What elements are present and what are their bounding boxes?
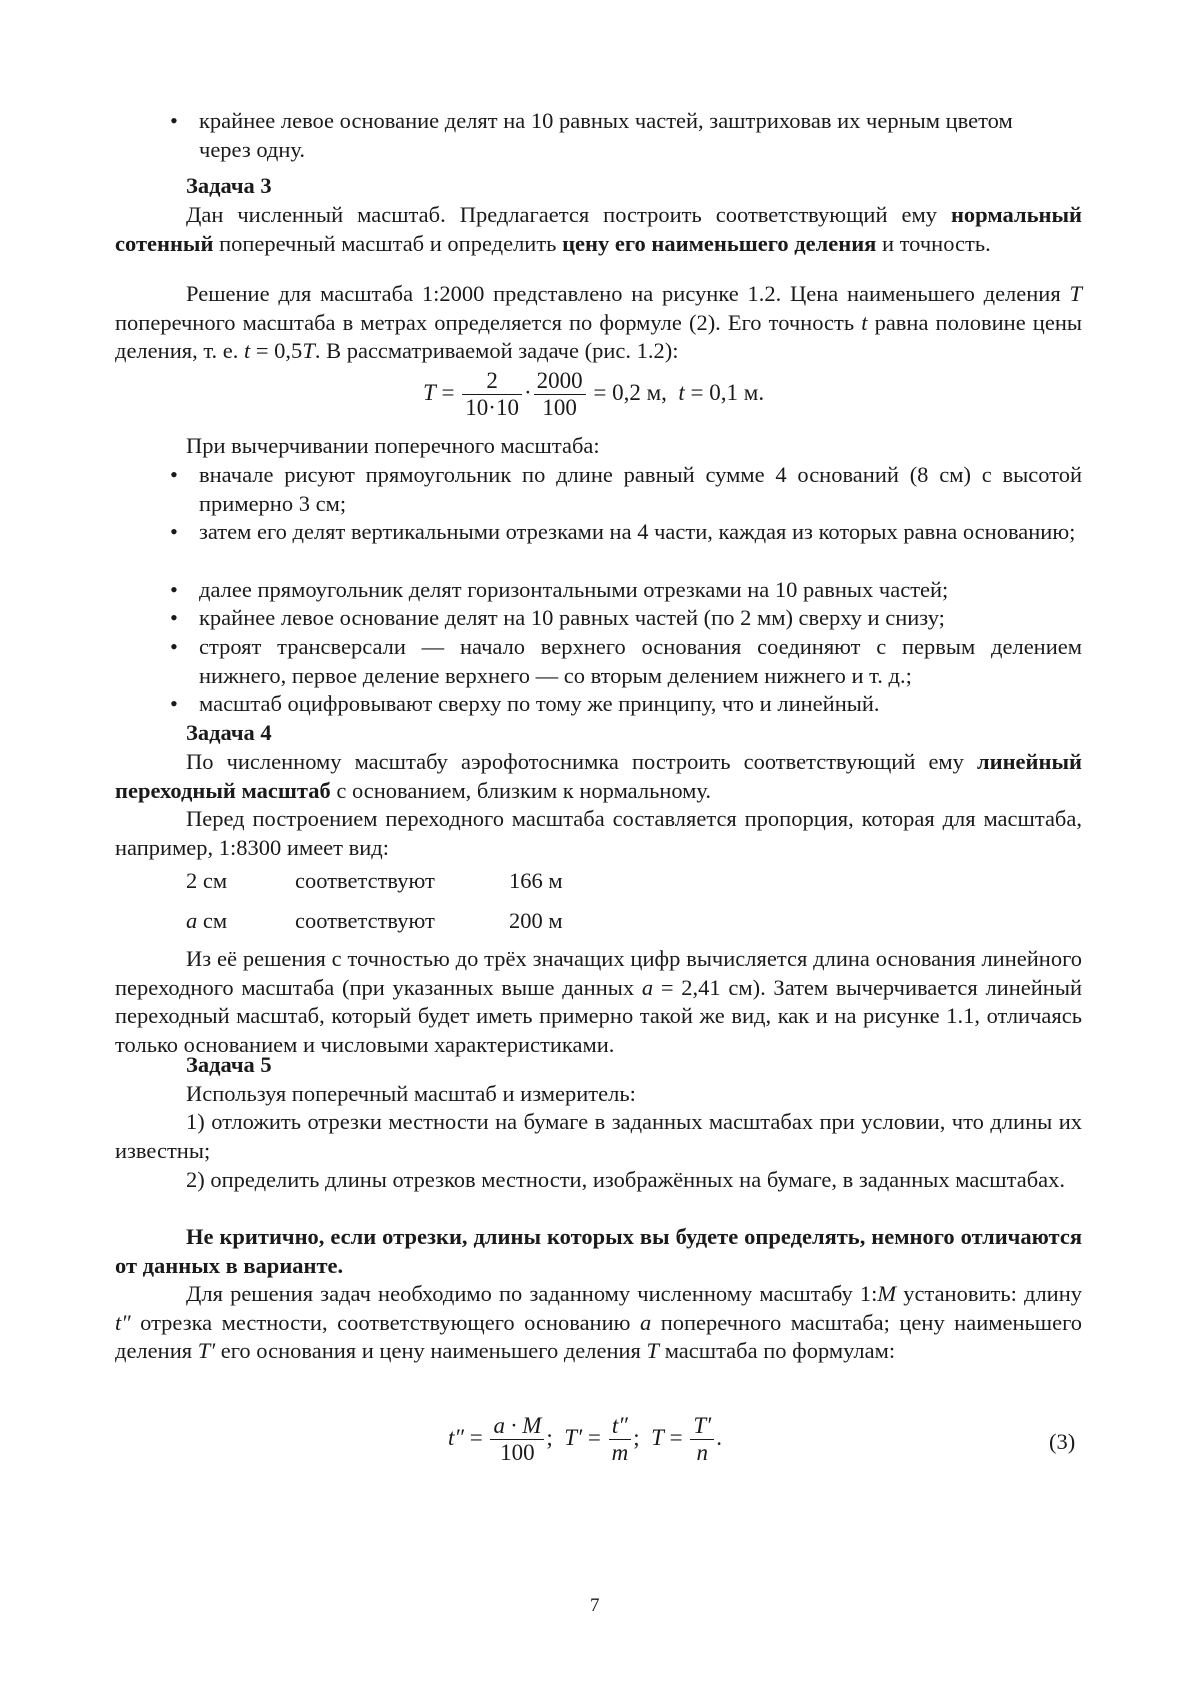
- task4-intro: По численному масштабу аэрофотоснимка построить соответствующий ему линейный переходный масштаб с основанием, близким к нормальному.: [115, 749, 1082, 803]
- task3-formula: T = $\frac{2}{10\cdot 10}$ · $\frac{2000}{100}$ = 0,2 м, t = 0,1 м.: [423, 368, 765, 420]
- proportion-row1-value: 2 см: [186, 868, 228, 893]
- task4-heading: Задача 4: [186, 720, 272, 745]
- step-4: крайнее левое основание делят на 10 равных частей (по 2 мм) сверху и снизу;: [199, 605, 945, 630]
- task5-note: Не критично, если отрезки, длины которых вы будете определять, немного отличаются от данных в варианте.: [115, 1224, 1082, 1278]
- proportion-row2-value: a см: [186, 908, 228, 933]
- fraction-2: $\frac{t''}{m}$: [609, 1413, 632, 1466]
- task3-solution: Решение для масштаба 1:2000 представлено на рисунке 1.2. Цена наименьшего деления T поперечного масштаба в метрах определяется по формуле (2). Его точность t равна половине цены деления, т. е. t = 0,5T. В рассматриваемой задаче (рис. 1.2):: [115, 281, 1082, 364]
- task4-result: Из её решения с точностью до трёх значащих цифр вычисляется длина основания линейного переходного масштаба (при указанных выше данных a = 2,41 см). Затем вычерчивается линейный переходный масштаб, который будет иметь примерно такой же вид, как и на рисунке 1.1, отличаясь только основанием и числовыми характеристиками.: [115, 946, 1082, 1057]
- bullet-marker: •: [170, 519, 178, 544]
- proportion-row1-relation: соответствуют: [295, 868, 435, 893]
- fraction-1: $\frac{2}{10\cdot 10}$: [462, 368, 522, 421]
- fraction-2: $\frac{2000}{100}$: [534, 368, 586, 421]
- bullet-marker: •: [170, 577, 178, 602]
- fraction-1: $\frac{a \cdot M}{100}$: [490, 1413, 544, 1466]
- task5-item-2: 2) определить длины отрезков местности, изображённых на бумаге, в заданных масштабах.: [186, 1167, 1066, 1192]
- task5-intro: Используя поперечный масштаб и измеритель:: [186, 1081, 636, 1106]
- bullet-marker: •: [170, 634, 178, 659]
- proportion-row1-result: 166 м: [509, 868, 563, 893]
- task4-proportion-intro: Перед построением переходного масштаба составляется пропорция, которая для масштаба, например, 1:8300 имеет вид:: [115, 806, 1082, 860]
- step-2: затем его делят вертикальными отрезками на 4 части, каждая из которых равна основанию;: [199, 519, 1076, 544]
- step-6: масштаб оцифровывают сверху по тому же принципу, что и линейный.: [199, 691, 880, 716]
- proportion-row2-relation: соответствуют: [295, 908, 435, 933]
- bullet-marker: •: [170, 108, 178, 133]
- task3-intro: Дан численный масштаб. Предлагается построить соответствующий ему нормальный сотенный поперечный масштаб и определить цену его наименьшего деления и точность.: [115, 202, 1082, 256]
- task5-paragraph: Для решения задач необходимо по заданному численному масштабу 1:M установить: длину t″ отрезка местности, соответствующего основанию a поперечного масштаба; цену наименьшего деления T′ его основания и цену наименьшего деления T масштаба по формулам:: [115, 1281, 1083, 1364]
- step-5: строят трансверсали — начало верхнего основания соединяют с первым делением нижнего, первое деление верхнего — со вторым делением нижнего и т. д.;: [199, 634, 1082, 688]
- step-1: вначале рисуют прямоугольник по длине равный сумме 4 оснований (8 см) с высотой примерно 3 см;: [199, 462, 1082, 516]
- bullet-marker: •: [170, 462, 178, 487]
- formula-number: (3): [1049, 1429, 1076, 1454]
- task5-heading: Задача 5: [186, 1052, 272, 1077]
- page-number: 7: [590, 1595, 600, 1616]
- bullet-marker: •: [170, 605, 178, 630]
- bullet-marker: •: [170, 691, 178, 716]
- top-bullet-text: крайнее левое основание делят на 10 равных частей, заштриховав их черным цветом через одну.: [199, 108, 1013, 162]
- task5-item-1: 1) отложить отрезки местности на бумаге в заданных масштабах при условии, что длины их известны;: [115, 1109, 1082, 1163]
- task3-heading: Задача 3: [186, 173, 272, 198]
- proportion-row2-result: 200 м: [509, 908, 563, 933]
- drawing-intro: При вычерчивании поперечного масштаба:: [186, 433, 600, 458]
- step-3: далее прямоугольник делят горизонтальными отрезками на 10 равных частей;: [199, 577, 949, 602]
- task5-formula: t″ = $\frac{a \cdot M}{100}$ ; T′ = $\frac{t''}{m}$ ; T = $\frac{T'}{n}$ .: [448, 1413, 722, 1465]
- fraction-3: $\frac{T'}{n}$: [690, 1413, 714, 1466]
